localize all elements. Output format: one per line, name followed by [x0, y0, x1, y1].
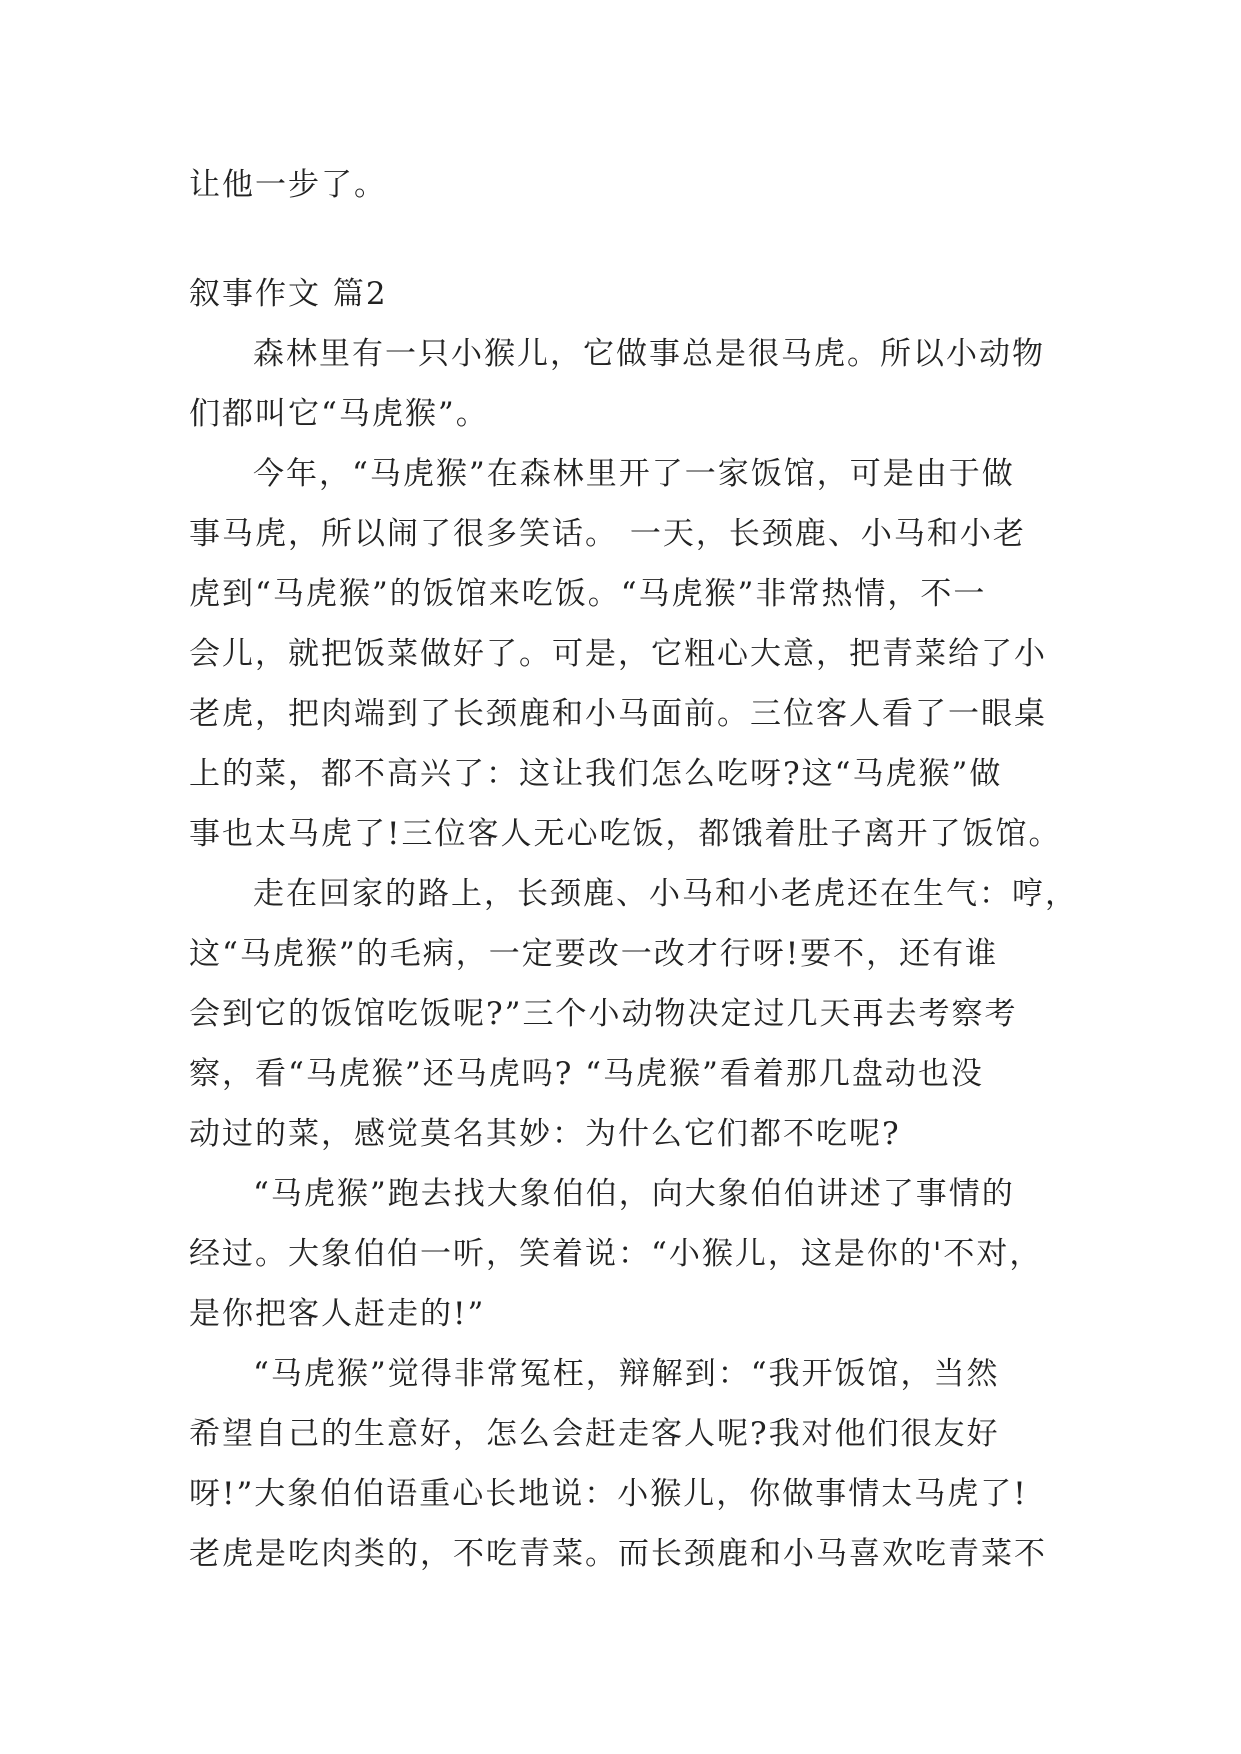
text-line: 察，看“马虎猴”还马虎吗? “马虎猴”看着那几盘动也没 — [189, 1056, 984, 1092]
text-line: 会儿，就把饭菜做好了。可是，它粗心大意，把青菜给了小 — [189, 636, 1047, 672]
paragraph — [189, 324, 1055, 444]
document-body — [189, 155, 1078, 1584]
paragraph — [189, 864, 1078, 1164]
text-line: “马虎猴”跑去找大象伯伯，向大象伯伯讲述了事情的 — [253, 1176, 1015, 1212]
text-line: 是你把客人赶走的!” — [189, 1296, 486, 1332]
text-line: “马虎猴”觉得非常冤枉，辩解到：“我开饭馆，当然 — [253, 1356, 1000, 1392]
text-line: 虎到“马虎猴”的饭馆来吃饭。“马虎猴”非常热情，不一 — [189, 576, 987, 612]
text-line: 经过。大象伯伯一听，笑着说：“小猴儿，这是你的'不对， — [189, 1236, 1043, 1272]
text-line: 老虎是吃肉类的，不吃青菜。而长颈鹿和小马喜欢吃青菜不 — [189, 1536, 1047, 1572]
spacer — [189, 215, 1055, 264]
paragraph — [189, 1344, 1055, 1584]
text-line: 上的菜，都不高兴了：这让我们怎么吃呀?这“马虎猴”做 — [189, 756, 1003, 792]
text-line: 希望自己的生意好，怎么会赶走客人呢?我对他们很友好 — [189, 1416, 1000, 1452]
text-line: 会到它的饭馆吃饭呢?”三个小动物决定过几天再去考察考 — [189, 996, 1018, 1032]
text-line: 这“马虎猴”的毛病，一定要改一改才行呀!要不，还有谁 — [189, 936, 999, 972]
text-line: 今年，“马虎猴”在森林里开了一家饭馆，可是由于做 — [253, 456, 1015, 492]
section-title: 叙事作文 篇2 — [189, 276, 388, 312]
text-line: 事也太马虎了!三位客人无心吃饭，都饿着肚子离开了饭馆。 — [189, 816, 1062, 852]
paragraph — [189, 1164, 1055, 1344]
text-line: 森林里有一只小猴儿，它做事总是很马虎。所以小动物 — [253, 336, 1045, 372]
text-line: 老虎，把肉端到了长颈鹿和小马面前。三位客人看了一眼桌 — [189, 696, 1047, 732]
text-line: 走在回家的路上，长颈鹿、小马和小老虎还在生气：哼， — [253, 876, 1078, 912]
text-line: 让他一步了。 — [189, 167, 387, 203]
text-line: 事马虎，所以闹了很多笑话。 一天，长颈鹿、小马和小老 — [189, 516, 1026, 552]
text-line: 呀!”大象伯伯语重心长地说：小猴儿，你做事情太马虎了! — [189, 1476, 1028, 1512]
paragraph — [189, 444, 1062, 864]
text-line: 动过的菜，感觉莫名其妙：为什么它们都不吃呢? — [189, 1116, 901, 1152]
text-line: 们都叫它“马虎猴”。 — [189, 396, 489, 432]
